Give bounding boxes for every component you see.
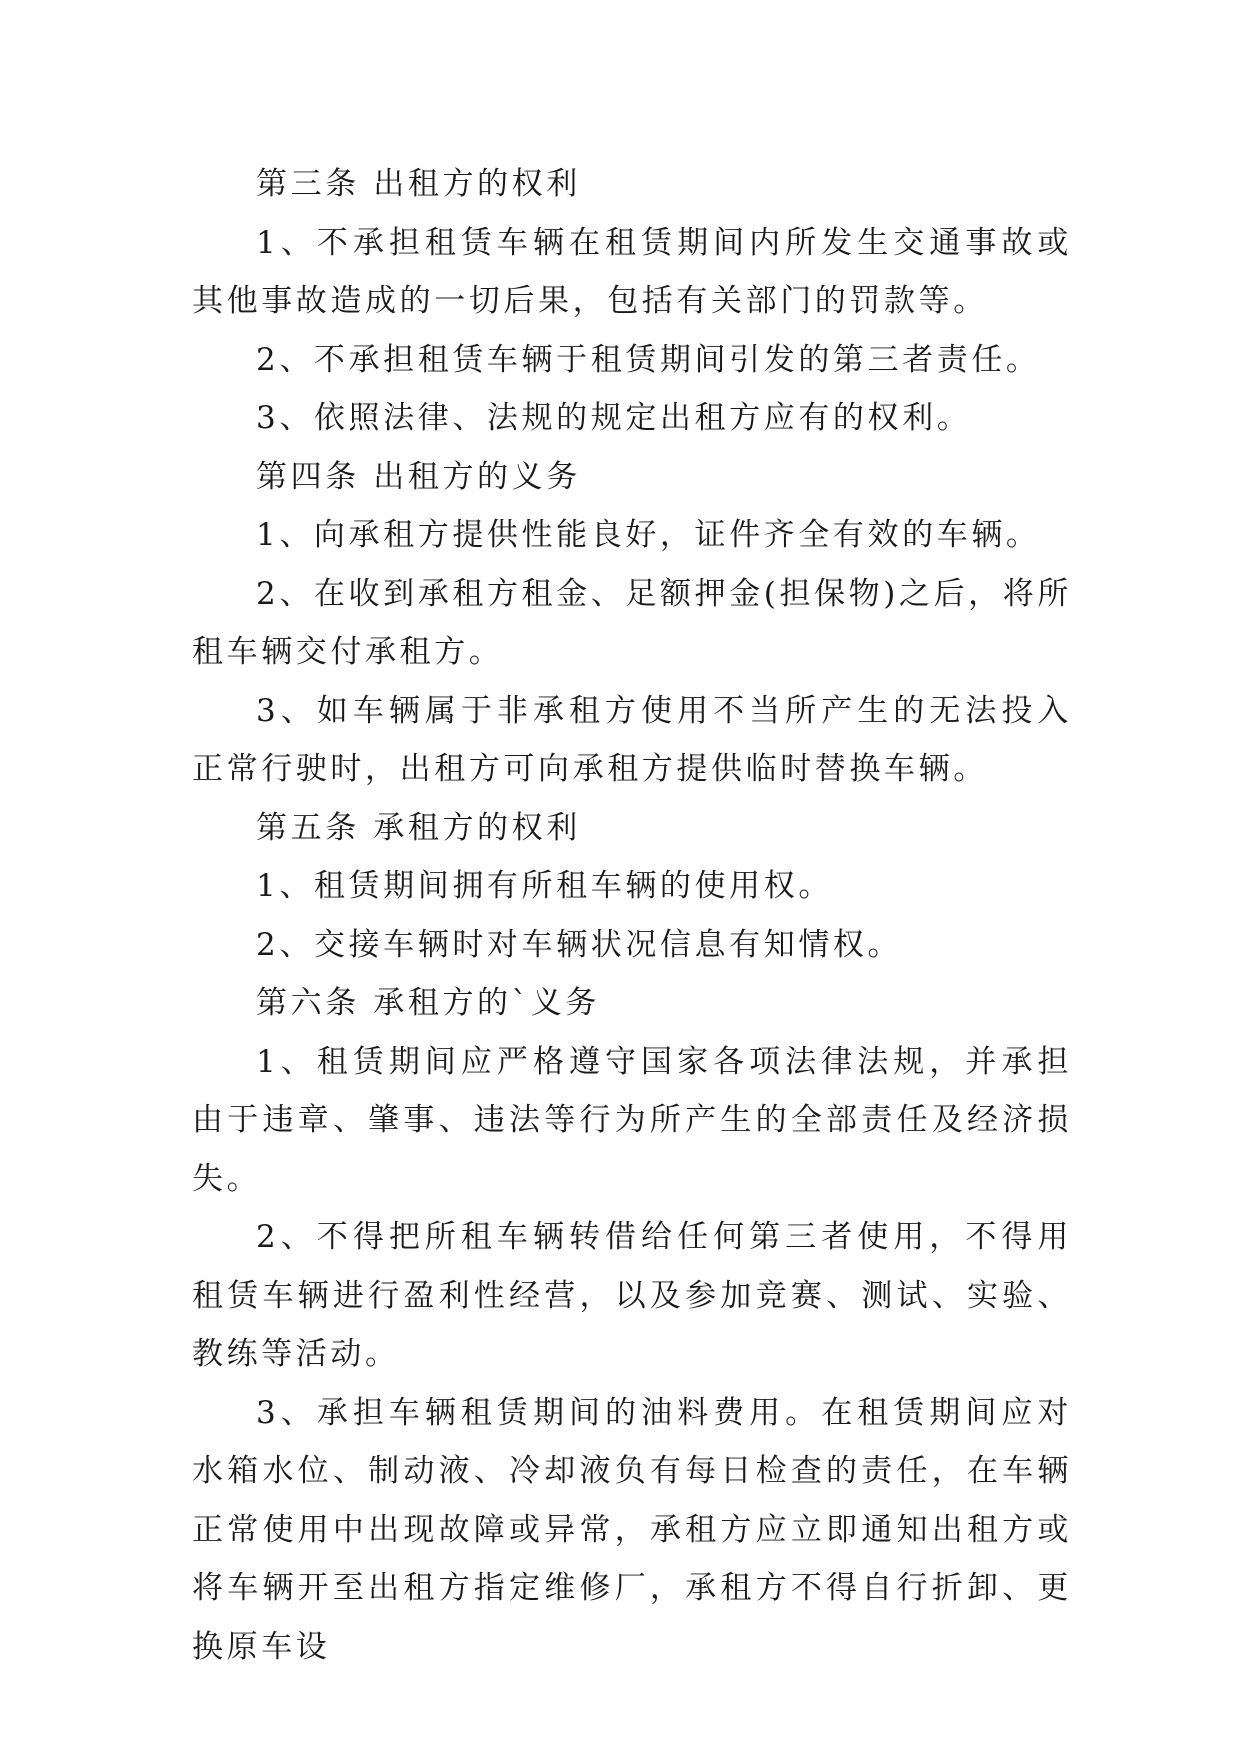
section-heading-3: 第三条 出租方的权利 <box>256 166 581 202</box>
paragraph: 1、租赁期间应严格遵守国家各项法律法规，并承担由于违章、肇事、违法等行为所产生的全部责任及经济损失。 <box>192 1043 1072 1197</box>
document-body <box>192 155 1072 1676</box>
paragraph: 2、在收到承租方租金、足额押金(担保物)之后，将所租车辆交付承租方。 <box>192 575 1072 670</box>
paragraph: 2、不得把所租车辆转借给任何第三者使用，不得用租赁车辆进行盈利性经营，以及参加竞赛、测试、实验、教练等活动。 <box>192 1219 1072 1372</box>
paragraph: 1、不承担租赁车辆在租赁期间内所发生交通事故或其他事故造成的一切后果，包括有关部门的罚款等。 <box>192 224 1072 319</box>
paragraph: 2、不承担租赁车辆于租赁期间引发的第三者责任。 <box>256 341 1041 378</box>
paragraph: 1、向承租方提供性能良好，证件齐全有效的车辆。 <box>256 517 1041 553</box>
paragraph: 3、承担车辆租赁期间的油料费用。在租赁期间应对水箱水位、制动液、冷却液负有每日检查的责任，在车辆正常使用中出现故障或异常，承租方应立即通知出租方或将车辆开至出租方指定维修厂，承租方不得自行折卸、更换原车设 <box>192 1394 1072 1665</box>
paragraph: 1、租赁期间拥有所租车辆的使用权。 <box>256 868 833 904</box>
section-heading-6: 第六条 承租方的`义务 <box>256 985 600 1021</box>
section-heading-4: 第四条 出租方的义务 <box>256 458 581 495</box>
section-heading-5: 第五条 承租方的权利 <box>256 809 581 846</box>
paragraph: 3、依照法律、法规的规定出租方应有的权利。 <box>256 400 972 436</box>
paragraph: 3、如车辆属于非承租方使用不当所产生的无法投入正常行驶时，出租方可向承租方提供临时替换车辆。 <box>192 692 1072 787</box>
paragraph: 2、交接车辆时对车辆状况信息有知情权。 <box>256 926 903 963</box>
